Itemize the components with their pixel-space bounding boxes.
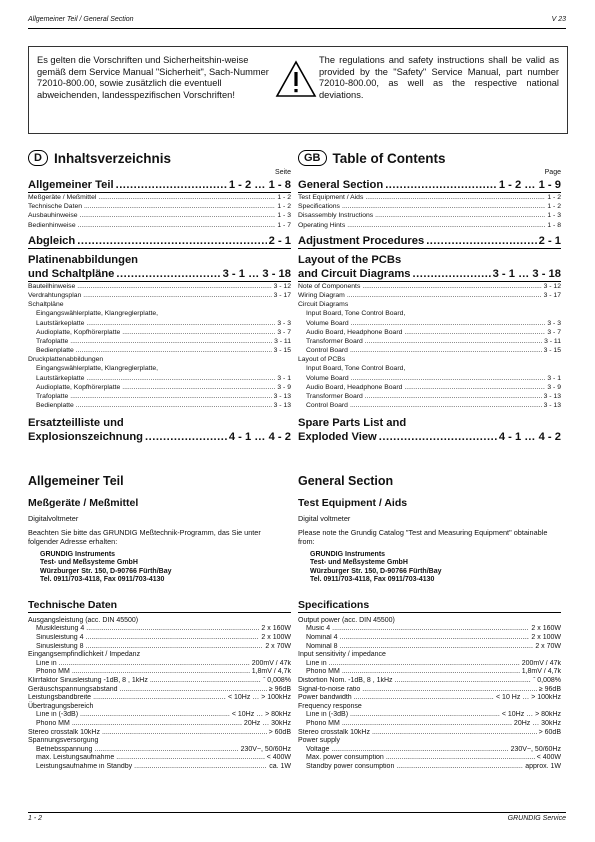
language-badge-gb: GB [298, 150, 327, 166]
spec-heading: Ausgangsleistung (acc. DIN 45500) [28, 616, 139, 624]
toc-item[interactable]: Specifications ..... 1 - 2 [298, 202, 561, 211]
spec-row: Sinusleistung 4 ..... 2 x 100W [28, 634, 291, 643]
address-line: Würzburger Str. 150, D-90766 Fürth/Bay [40, 567, 172, 575]
warning-text-de: Es gelten die Vorschriften und Sicherheitshin-weise gemäß dem Service Manual "Sicherheit", Sach-Nummer 72010-800.00, sowie zusätzlich die eventuell abweichenden, landesspezifischen Vorschriften! [37, 55, 269, 100]
toc-item[interactable]: Volume Board ..... 3 - 3 [298, 319, 561, 328]
toc-item[interactable]: Lautstärkeplatte ..... 3 - 3 [28, 319, 291, 328]
toc-section-adjustment[interactable]: Abgleich ..... 2 - 1 [28, 234, 291, 248]
spec-row: Klirrfaktor Sinusleistung -1dB, 8 , 1kHz ..... ˜ 0,008% [28, 677, 291, 686]
toc-title-de: Inhaltsverzeichnis [53, 150, 171, 166]
toc-item[interactable]: Trafoplatte ..... 3 - 13 [28, 392, 291, 401]
toc-subheading: Layout of PCBs [298, 356, 346, 364]
general-section-en [298, 474, 561, 772]
toc-item[interactable]: Lautstärkeplatte ..... 3 - 1 [28, 374, 291, 383]
toc-item[interactable]: Bedienplatte ..... 3 - 13 [28, 401, 291, 410]
spec-row: Sinusleistung 8 ..... 2 x 70W [28, 643, 291, 652]
address-line: Würzburger Str. 150, D-90766 Fürth/Bay [310, 567, 442, 575]
toc-section-parts-line1: Ersatzteilliste und [28, 417, 124, 430]
spec-row: Musikleistung 4 ..... 2 x 160W [28, 625, 291, 634]
subsection-title: Specifications [298, 598, 370, 611]
spec-row: Line in ..... 200mV / 47k [298, 660, 561, 669]
toc-item[interactable]: Test Equipment / Aids ..... 1 - 2 [298, 193, 561, 202]
safety-warning-box [28, 46, 568, 134]
toc-item[interactable]: Volume Board ..... 3 - 1 [298, 374, 561, 383]
toc-title-en: Table of Contents [332, 150, 446, 166]
spec-heading: Power supply [298, 737, 341, 745]
spec-heading: Übertragungsbereich [28, 702, 94, 710]
toc-item[interactable]: Ausbauhinweise ..... 1 - 3 [28, 211, 291, 220]
spec-row: Signal-to-noise ratio ..... ≥ 96dB [298, 686, 561, 695]
spec-row: Line in (-3dB) ..... < 10Hz … > 80kHz [298, 711, 561, 720]
toc-item[interactable]: Audioplatte, Kopfhörerplatte ..... 3 - 7 [28, 328, 291, 337]
section-title: Allgemeiner Teil [28, 474, 124, 488]
warning-triangle-icon [275, 60, 317, 98]
toc-section-layout-line1: Layout of the PCBs [298, 253, 402, 266]
toc-item[interactable]: Audio Board, Headphone Board ..... 3 - 9 [298, 383, 561, 392]
spec-row: Leistungsbandbreite ..... < 10Hz … > 100kHz [28, 694, 291, 703]
address-line: Test- und Meßsysteme GmbH [310, 559, 408, 567]
toc-item[interactable]: Audio Board, Headphone Board ..... 3 - 7 [298, 328, 561, 337]
address-line: Test- und Meßsysteme GmbH [40, 559, 138, 567]
toc-german [28, 150, 291, 444]
subsection-title: Meßgeräte / Meßmittel [28, 497, 139, 509]
spec-row: Nominal 4 ..... 2 x 100W [298, 634, 561, 643]
spec-row: Betriebsspannung ..... 230V~, 50/60Hz [28, 746, 291, 755]
toc-subheading: Eingangswählerplatte, Klangreglerplatte, [36, 365, 159, 373]
spec-row: Phono MM ..... 1,8mV / 4,7k [298, 668, 561, 677]
toc-subheading: Input Board, Tone Control Board, [306, 365, 406, 373]
toc-section-layout[interactable]: und Schaltpläne ..... 3 - 1 … 3 - 18 [28, 267, 291, 281]
address-line: Tel. 0911/703-4118, Fax 0911/703-4130 [310, 576, 435, 584]
toc-section-general[interactable]: General Section ..... 1 - 2 … 1 - 9 [298, 178, 561, 192]
spec-row: Line in ..... 200mV / 47k [28, 660, 291, 669]
toc-item[interactable]: Transformer Board ..... 3 - 11 [298, 337, 561, 346]
spec-row: max. Leistungsaufnahme ..... < 400W [28, 754, 291, 763]
spec-row: Nominal 8 ..... 2 x 70W [298, 643, 561, 652]
toc-section-layout[interactable]: and Circuit Diagrams ..... 3 - 1 … 3 - 18 [298, 267, 561, 281]
spec-row: Stereo crosstalk 10kHz ..... > 60dB [28, 729, 291, 738]
test-item: Digitalvoltmeter [28, 514, 79, 523]
spec-heading: Input sensitivity / impedance [298, 651, 386, 659]
toc-section-parts[interactable]: Exploded View ..... 4 - 1 … 4 - 2 [298, 430, 561, 444]
toc-subheading: Eingangswählerplatte, Klangreglerplatte, [36, 310, 159, 318]
spec-row: Phono MM ..... 20Hz … 30kHz [298, 720, 561, 729]
warning-text-en: The regulations and safety instructions shall be valid as provided by the "Safety" Service Manual, part number 72010-800.00, as well as the respective national deviations. [319, 55, 559, 100]
header-section-title: Allgemeiner Teil / General Section [28, 16, 134, 23]
language-badge-de: D [28, 150, 48, 166]
toc-english [298, 150, 561, 444]
test-paragraph: Beachten Sie bitte das GRUNDIG Meßtechnik-Programm, das Sie unter folgender Adresse erhalten: [28, 527, 261, 546]
spec-row: Voltage ..... 230V~, 50/60Hz [298, 746, 561, 755]
spec-heading: Frequency response [298, 702, 362, 710]
toc-section-layout-line1: Platinenabbildungen [28, 253, 139, 266]
toc-item[interactable]: Bedienhinweise ..... 1 - 7 [28, 221, 291, 230]
toc-item[interactable]: Transformer Board ..... 3 - 13 [298, 392, 561, 401]
test-paragraph: Please note the Grundig Catalog "Test and Measuring Equipment" obtainable from: [298, 527, 548, 546]
toc-item[interactable]: Control Board ..... 3 - 13 [298, 401, 561, 410]
toc-item[interactable]: Trafoplatte ..... 3 - 11 [28, 337, 291, 346]
spec-row: Leistungsaufnahme in Standby ..... ca. 1W [28, 763, 291, 772]
spec-heading: Spannungsversorgung [28, 737, 99, 745]
spec-row: Phono MM ..... 20Hz … 30kHz [28, 720, 291, 729]
footer-page-number: 1 - 2 [28, 815, 43, 822]
section-title: General Section [298, 474, 394, 488]
spec-row: Line in (-3dB) ..... < 10Hz … > 80kHz [28, 711, 291, 720]
header-model: V 23 [551, 16, 566, 23]
toc-section-adjustment[interactable]: Adjustment Procedures ..... 2 - 1 [298, 234, 561, 248]
page-column-label: Page [544, 169, 561, 176]
spec-row: Distortion Nom. -1dB, 8 , 1kHz ..... ˜ 0,008% [298, 677, 561, 686]
page-column-label: Seite [275, 169, 291, 176]
page-header [28, 16, 566, 29]
spec-row: Phono MM ..... 1,8mV / 4,7k [28, 668, 291, 677]
toc-section-parts[interactable]: Explosionszeichnung ..... 4 - 1 … 4 - 2 [28, 430, 291, 444]
toc-item[interactable]: Meßgeräte / Meßmittel ..... 1 - 2 [28, 193, 291, 202]
address-line: Tel. 0911/703-4118, Fax 0911/703-4130 [40, 576, 165, 584]
spec-row: Music 4 ..... 2 x 160W [298, 625, 561, 634]
spec-row: Standby power consumption ..... approx. 1W [298, 763, 561, 772]
address-line: GRUNDIG Instruments [40, 550, 116, 558]
spec-heading: Output power (acc. DIN 45500) [298, 616, 395, 624]
toc-subheading: Schaltpläne [28, 301, 64, 309]
toc-subheading: Druckplattenabbildungen [28, 356, 104, 364]
address-line: GRUNDIG Instruments [310, 550, 386, 558]
spec-row: Geräuschspannungsabstand ..... ≥ 96dB [28, 686, 291, 695]
test-item: Digital voltmeter [298, 514, 351, 523]
spec-row: Power bandwidth ..... < 10 Hz … > 100kHz [298, 694, 561, 703]
toc-section-general[interactable]: Allgemeiner Teil ..... 1 - 2 … 1 - 8 [28, 178, 291, 192]
toc-subheading: Input Board, Tone Control Board, [306, 310, 406, 318]
spec-row: Stereo crosstalk 10kHz ..... > 60dB [298, 729, 561, 738]
subsection-title: Test Equipment / Aids [298, 497, 408, 509]
footer-brand: GRUNDIG Service [507, 815, 566, 822]
toc-section-parts-line1: Spare Parts List and [298, 417, 407, 430]
spec-row: Max. power consumption ..... < 400W [298, 754, 561, 763]
toc-subheading: Circuit Diagrams [298, 301, 349, 309]
page-footer [28, 812, 566, 827]
toc-item[interactable]: Operating Hints ..... 1 - 8 [298, 221, 561, 230]
spec-heading: Eingangsempfindlichkeit / Impedanz [28, 651, 141, 659]
toc-item[interactable]: Verdrahtungsplan ..... 3 - 17 [28, 291, 291, 300]
toc-item[interactable]: Bauteilhinweise ..... 3 - 12 [28, 282, 291, 291]
toc-item[interactable]: Disassembly Instructions ..... 1 - 3 [298, 211, 561, 220]
toc-item[interactable]: Note of Components ..... 3 - 12 [298, 282, 561, 291]
toc-item[interactable]: Bedienplatte ..... 3 - 15 [28, 346, 291, 355]
toc-item[interactable]: Technische Daten ..... 1 - 2 [28, 202, 291, 211]
toc-item[interactable]: Control Board ..... 3 - 15 [298, 346, 561, 355]
subsection-title: Technische Daten [28, 598, 118, 611]
general-section-de [28, 474, 291, 772]
toc-item[interactable]: Audioplatte, Kopfhörerplatte ..... 3 - 9 [28, 383, 291, 392]
toc-item[interactable]: Wiring Diagram ..... 3 - 17 [298, 291, 561, 300]
